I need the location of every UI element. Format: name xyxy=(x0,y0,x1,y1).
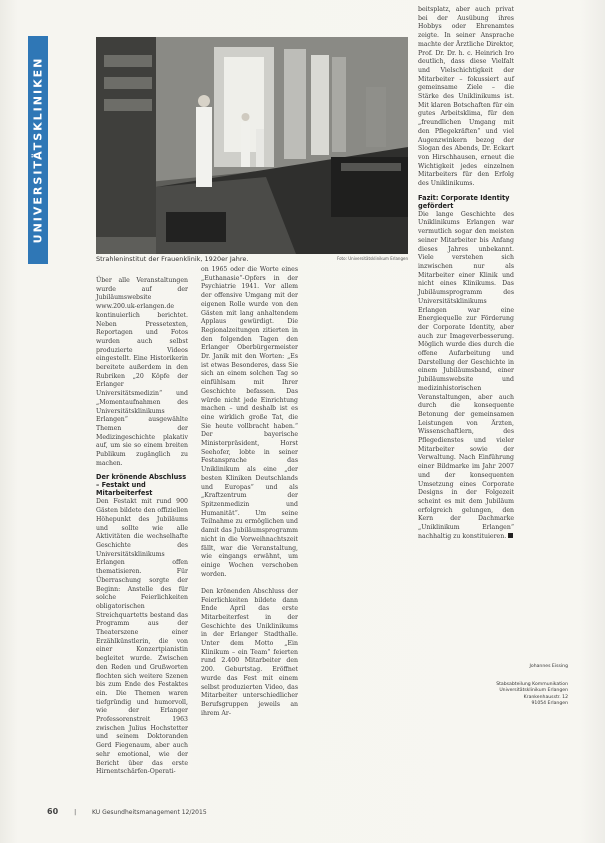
publication-name: KU Gesundheitsmanagement 12/2015 xyxy=(92,809,207,816)
author-org: Stabsabteilung Kommunikation xyxy=(496,681,568,687)
paragraph: on 1965 oder die Worte eines „Euthanasie“-Opfers in der Psychiatrie 1941. Vor allem der offensive Umgang mit der eigenen Rolle wurde von den Gästen mit lang anhaltendem Applaus gewürdigt. Die Regionalzeitungen zitierten in den folgenden Tagen den Erlanger Oberbürgermeister Dr. Janik mit den Worten: „Es ist etwas Besonderes, dass Sie sich an einem solchen Tag so einfühlsam mit Ihrer Geschichte befassen. Das würde nicht jede Einrichtung machen – und deshalb ist es eine wirklich große Tat, die Sie heute vollbracht haben.“ Der bayerische Ministerpräsident, Horst Seehofer, lobte in seiner Festansprache das Uniklinikum als eine „der besten Kliniken Deutschlands und Europas“ und als „Kraftzentrum der Spitzenmedizin und Humanität“. Um seine Teilnahme zu ermöglichen und damit das Jubiläumsprogramm nicht in die Vorweihnachtszeit fällt, war die Veranstaltung, wie eingangs erwähnt, um einige Wochen verschoben worden. xyxy=(201,266,298,578)
section-heading: Fazit: Corporate Identity gefördert xyxy=(418,193,510,210)
paragraph-text: Die lange Geschichte des Uniklinikums Erlangen war vermutlich sogar den meisten seiner Mitarbeiter bis Anfang dieses Jahres unbekannt. Viele verstehen sich inzwischen nur als Mitarbeiter einer Klinik und nicht eines Klinikums. Das Jubiläumsprogramm des Universitätsklinikums Erlangen war eine Energiequelle zur Förderung der Corporate Identity, aber auch zur Imageverbesserung. Möglich wurde dies durch die offene Aufarbeitung und Darstellung der Geschichte in einem Jubiläumsband, einer Jubiläumswebsite und medizinhistorischen Veranstaltungen, aber auch durch die konsequente Betonung der gemeinsamen Leistungen von Ärzten, Wissenschaftlern, des Pflegedienstes und vieler Mitarbeiter sowie der Verwaltung. Nach Einführung einer Bildmarke im Jahr 2007 und der konsequenten Umsetzung eines Corporate Designs in der Folgezeit scheint es mit dem Jubiläum erfolgreich gelungen, den Kern der Dachmarke „Uniklinikum Erlangen“ nachhaltig zu konstituieren. xyxy=(418,210,514,540)
paragraph: beitsplatz, aber auch privat bei der Ausübung ihres Hobbys oder Ehrenamtes zeigte. In seiner Ansprache machte der Ärztliche Direktor, Prof. Dr. Dr. h. c. Heinrich Iro deutlich, dass diese Vielfalt und Vielschichtigkeit der Mitarbeiter – fokussiert auf gemeinsame Ziele – die Stärke des Uniklinikums ist. Mit klaren Botschaften für ein gutes Arbeitsklima, für den „freundlichen Umgang mit den Pflegekräften“ und viel Augenzwinkern bezog der Slogan des Abends, Dr. Eckart von Hirschhausen, erneut die Wichtigkeit jedes einzelnen Mitarbeiters für den Erfolg des Uniklinikums. xyxy=(418,6,514,188)
photo-credit: Foto: Universitätsklinikum Erlangen xyxy=(336,256,408,261)
footer-divider: | xyxy=(74,809,77,816)
end-mark-icon xyxy=(508,533,513,538)
paragraph: Den Festakt mit rund 900 Gästen bildete den offiziellen Höhepunkt des Jubiläums und sollte wie alle Aktivitäten die wechselhafte Geschichte des Universitätsklinikums Erlangen offen thematisieren. Für Überraschung sorgte der Beginn: Anstelle des für solche Feierlichkeiten obligatorischen Streichquartetts bestand das Programm aus der Theaterszene einer Erzählkünstlerin, die von einer Konzertpianistin begleitet wurde. Zwischen den Reden und Grußworten flochten sich weitere Szenen bis zum Ende des Festaktes ein. Die Themen waren tiefgründig und humorvoll, wie der Erlanger Professorenstreit 1963 zwischen Julius Hochstetter und seinem Doktoranden Gerd Fiegenaum, aber auch sehr emotional, wie der Bericht über das erste Hirnentschärfen-Operati- xyxy=(96,498,188,776)
historical-photo xyxy=(96,37,408,254)
author-box xyxy=(460,664,568,708)
photo-illustration xyxy=(96,37,408,254)
caption-text: Strahleninstitut der Frauenklinik, 1920er Jahre. xyxy=(96,255,249,263)
paragraph: Den krönenden Abschluss der Feierlichkeiten bildete dann Ende April das erste Mitarbeiterfest in der Geschichte des Uniklinikums in der Erlanger Stadthalle. Unter dem Motto „Ein Klinikum – ein Team“ feierten rund 2.400 Mitarbeiter den 200. Geburtstag. Eröffnet wurde das Fest mit einem selbst produzierten Video, das Mitarbeiter unterschiedlicher Berufsgruppen jeweils an ihrem Ar- xyxy=(201,587,298,717)
section-heading: Der krönende Abschluss – Festakt und Mitarbeiterfest xyxy=(96,473,187,498)
text-column-3 xyxy=(418,6,514,541)
text-column-1 xyxy=(96,277,188,777)
paragraph: Über alle Veranstaltungen wurde auf der Jubiläumswebsite www.200.uk-erlangen.de kontinuierlich berichtet. Neben Pressetexten, Reportagen und Fotos wurden auch selbst produzierte Videos eingestellt. Eine Historikerin bereitete außerdem in den Rubriken „20 Köpfe der Erlanger Universitätsmedizin“ und „Momentaufnahmen des Universitätsklinikums Erlangen“ ausgewählte Themen der Medizingeschichte plakativ auf, um sie so einem breiten Publikum zugänglich zu machen. xyxy=(96,277,188,467)
text-column-2 xyxy=(201,266,298,718)
paragraph xyxy=(418,211,514,542)
author-city: 91054 Erlangen xyxy=(531,701,568,707)
section-tab xyxy=(28,36,48,264)
author-street: Krankenhausstr. 12 xyxy=(523,694,568,700)
author-org: Universitätsklinikum Erlangen xyxy=(499,688,568,694)
author-name: Johannes Eissing xyxy=(529,664,568,669)
photo-caption xyxy=(96,255,408,263)
page-number: 60 xyxy=(47,807,59,816)
section-label: UNIVERSITÄTSKLINIKEN xyxy=(31,56,45,244)
page-footer xyxy=(47,807,207,816)
